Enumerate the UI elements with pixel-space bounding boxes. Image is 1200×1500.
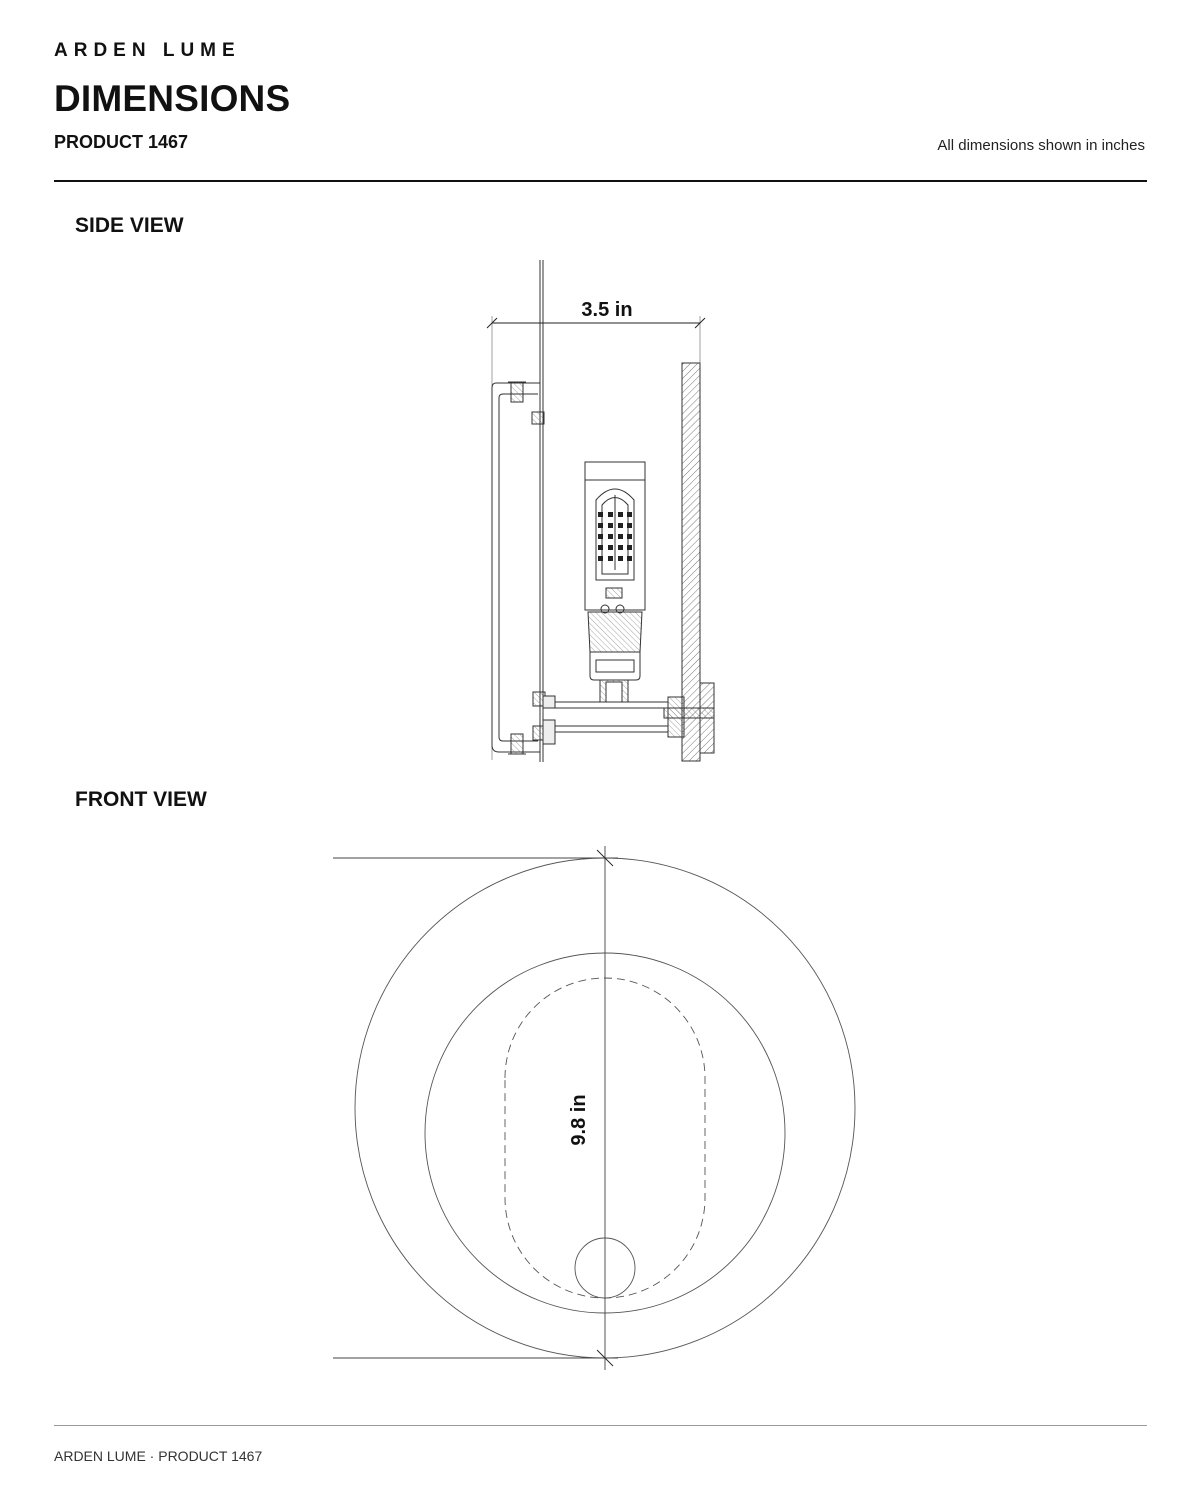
front-view-drawing xyxy=(333,846,855,1370)
diameter-dimension-label: 9.8 in xyxy=(568,1094,590,1146)
side-view-drawing xyxy=(487,260,714,762)
page-title: DIMENSIONS xyxy=(54,78,291,119)
footer-divider xyxy=(54,1425,1147,1426)
depth-dimension-label: 3.5 in xyxy=(581,299,633,321)
front-view-heading: FRONT VIEW xyxy=(75,788,207,811)
side-view-heading: SIDE VIEW xyxy=(75,214,184,237)
brand-name: ARDEN LUME xyxy=(54,40,241,61)
product-number: PRODUCT 1467 xyxy=(54,132,189,152)
units-note: All dimensions shown in inches xyxy=(937,137,1145,154)
footer-text: ARDEN LUME · PRODUCT 1467 xyxy=(54,1448,263,1464)
